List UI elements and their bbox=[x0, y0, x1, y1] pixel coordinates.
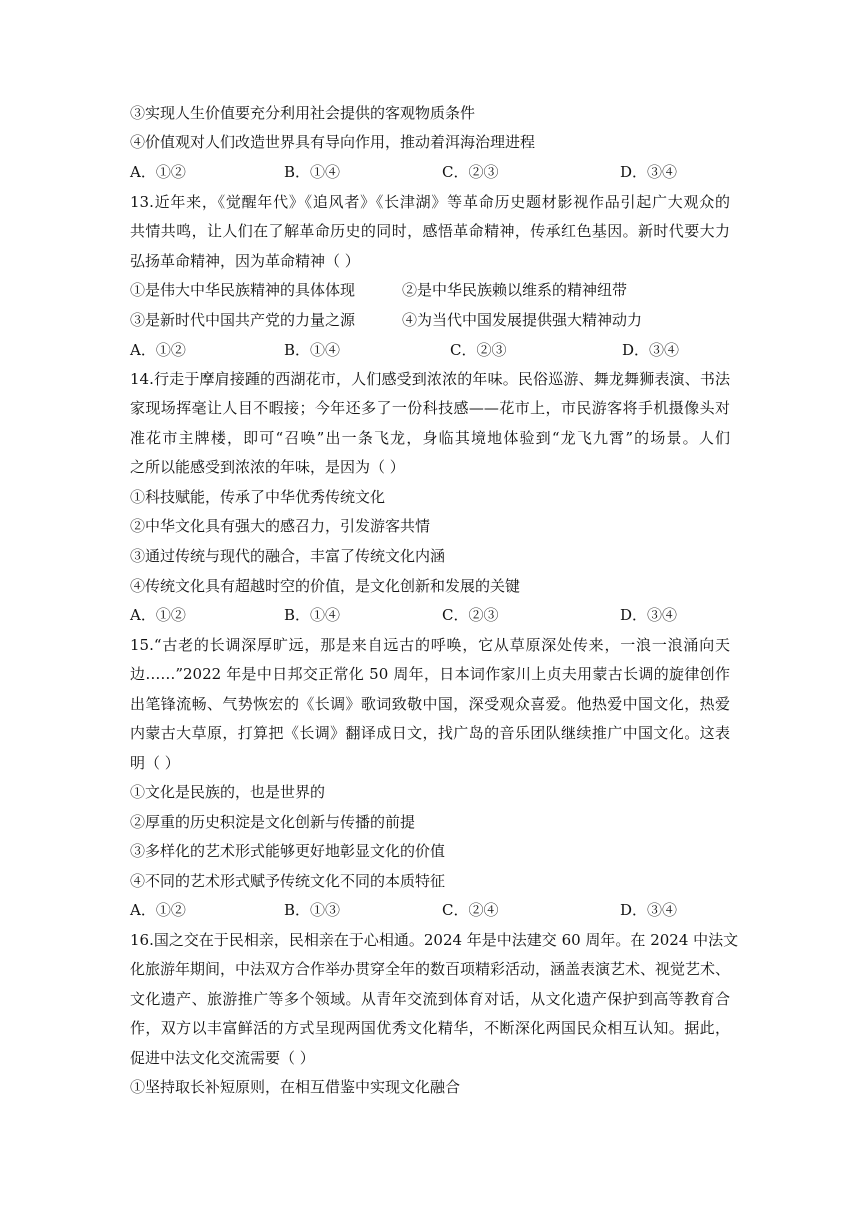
q13-option-b: B．①④ bbox=[284, 341, 341, 359]
q14-option-b: B．①④ bbox=[284, 606, 341, 624]
q14-stem-line-2: 家现场挥毫让人目不暇接；今年还多了一份科技感——花市上，市民游客将手机摄像头对 bbox=[130, 399, 730, 417]
q16-stem-line-1: 16.国之交在于民相亲，民相亲在于心相通。2024 年是中法建交 60 周年。在 2024 中法文 bbox=[130, 931, 739, 949]
q15-option-a: A．①② bbox=[130, 901, 186, 919]
q13-item-1: ①是伟大中华民族精神的具体体现 bbox=[130, 281, 356, 299]
q15-option-d: D．③④ bbox=[620, 901, 678, 919]
q15-stem-line-3: 出笔锋流畅、气势恢宏的《长调》歌词致敬中国，深受观众喜爱。他热爱中国文化，热爱 bbox=[130, 695, 730, 713]
q16-stem-line-4: 作，双方以丰富鲜活的方式呈现两国优秀文化精华，不断深化两国民众相互认知。据此， bbox=[130, 1019, 730, 1037]
q13-option-a: A．①② bbox=[130, 341, 186, 359]
q14-option-d: D．③④ bbox=[620, 606, 678, 624]
q16-stem-line-2: 化旅游年期间，中法双方合作举办贯穿全年的数百项精彩活动，涵盖表演艺术、视觉艺术、 bbox=[130, 960, 731, 978]
q16-stem-line-3: 文化遗产、旅游推广等多个领域。从青年交流到体育对话，从文化遗产保护到高等教育合 bbox=[130, 990, 730, 1008]
q15-option-b: B．①③ bbox=[284, 901, 341, 919]
q13-option-d: D．③④ bbox=[622, 341, 680, 359]
q12-item-3: ③实现人生价值要充分利用社会提供的客观物质条件 bbox=[130, 104, 476, 122]
q16-stem-line-5: 促进中法文化交流需要（ ） bbox=[130, 1049, 315, 1067]
q14-option-a: A．①② bbox=[130, 606, 186, 624]
q15-item-1: ①文化是民族的，也是世界的 bbox=[130, 783, 326, 801]
q15-item-2: ②厚重的历史积淀是文化创新与传播的前提 bbox=[130, 813, 416, 831]
q14-stem-line-3: 准花市主牌楼，即可“召唤”出一条飞龙，身临其境地体验到“龙飞九霄”的场景。人们 bbox=[130, 429, 730, 447]
q15-stem-line-4: 内蒙古大草原，打算把《长调》翻译成日文，找广岛的音乐团队继续推广中国文化。这表 bbox=[130, 724, 730, 742]
q13-stem-line-1: 13.近年来，《觉醒年代》《追风者》《长津湖》等革命历史题材影视作品引起广大观众的 bbox=[130, 193, 730, 211]
q12-item-4: ④价值观对人们改造世界具有导向作用，推动着洱海治理进程 bbox=[130, 133, 536, 151]
q14-item-2: ②中华文化具有强大的感召力，引发游客共情 bbox=[130, 517, 431, 535]
q15-option-c: C．②④ bbox=[442, 901, 499, 919]
q15-stem-line-1: 15.“古老的长调深厚旷远，那是来自远古的呼唤，它从草原深处传来，一浪一浪涌向天 bbox=[130, 636, 730, 654]
q12-option-a: A．①② bbox=[130, 163, 186, 181]
q15-item-4: ④不同的艺术形式赋予传统文化不同的本质特征 bbox=[130, 872, 446, 890]
q12-option-c: C．②③ bbox=[442, 163, 499, 181]
q13-stem-line-3: 弘扬革命精神，因为革命精神（ ） bbox=[130, 252, 360, 270]
q13-item-2: ②是中华民族赖以维系的精神纽带 bbox=[402, 281, 628, 299]
q14-stem-line-4: 之所以能感受到浓浓的年味，是因为（ ） bbox=[130, 458, 405, 476]
q13-item-3: ③是新时代中国共产党的力量之源 bbox=[130, 311, 356, 329]
q12-option-d: D．③④ bbox=[620, 163, 678, 181]
q12-option-b: B．①④ bbox=[284, 163, 341, 181]
q16-item-1: ①坚持取长补短原则，在相互借鉴中实现文化融合 bbox=[130, 1078, 461, 1096]
q13-stem-line-2: 共情共鸣，让人们在了解革命历史的同时，感悟革命精神，传承红色基因。新时代要大力 bbox=[130, 222, 730, 240]
q14-item-1: ①科技赋能，传承了中华优秀传统文化 bbox=[130, 488, 386, 506]
q15-item-3: ③多样化的艺术形式能够更好地彰显文化的价值 bbox=[130, 842, 446, 860]
q14-stem-line-1: 14.行走于摩肩接踵的西湖花市，人们感受到浓浓的年味。民俗巡游、舞龙舞狮表演、书法 bbox=[130, 370, 730, 388]
q13-item-4: ④为当代中国发展提供强大精神动力 bbox=[402, 311, 643, 329]
q14-item-3: ③通过传统与现代的融合，丰富了传统文化内涵 bbox=[130, 547, 446, 565]
q15-stem-line-2: 边……”2022 年是中日邦交正常化 50 周年，日本词作家川上贞夫用蒙古长调的旋律创作 bbox=[130, 665, 730, 683]
q13-option-c: C．②③ bbox=[450, 341, 507, 359]
q15-stem-line-5: 明（ ） bbox=[130, 754, 180, 772]
q14-item-4: ④传统文化具有超越时空的价值，是文化创新和发展的关键 bbox=[130, 577, 521, 595]
q14-option-c: C．②③ bbox=[442, 606, 499, 624]
